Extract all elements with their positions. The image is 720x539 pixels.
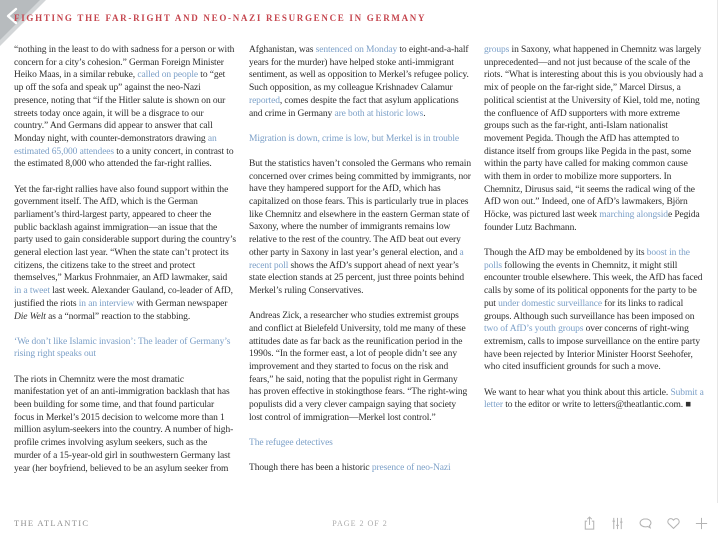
text-run: to a unity concert, in contrast to the estimated 8,000 who attended the far-right rallies. xyxy=(14,146,234,170)
text-run: following the events in Chemnitz, it might still encounter trouble elsewhere. This week, the AfD has faced calls by some of its political opponents for the party to be put xyxy=(484,260,703,309)
footer-toolbar xyxy=(581,515,710,532)
text-run: Die Welt xyxy=(14,311,46,322)
inline-link[interactable]: reported xyxy=(249,95,280,106)
article-column-3 xyxy=(484,44,706,518)
text-run: We want to hear what you think about this article. xyxy=(484,387,671,398)
inline-link[interactable]: sentenced on Monday xyxy=(315,45,398,55)
page-indicator: PAGE 2 OF 2 xyxy=(332,519,388,528)
paragraph xyxy=(249,44,471,120)
footer-bar xyxy=(0,503,720,539)
text-run: But the statistics haven’t consoled the Germans who remain concerned over crimes being committed by immigrants, nor have they hampered support for the AfD, which has capitalized on those fears. This is particularly true in places like Chemnitz and elsewhere in the eastern German state of Saxony, where the number of immigrants remains low relative to the rest of the country. The AfD beat out every other party in Saxony in last year’s general election, and xyxy=(249,158,471,258)
text-run: Though the AfD may be emboldened by its xyxy=(484,248,647,259)
paragraph xyxy=(249,462,471,475)
inline-link[interactable]: are both at historic lows xyxy=(334,108,424,119)
text-run: Afghanistan, was xyxy=(249,45,316,55)
text-run: . xyxy=(423,108,426,119)
text-run: for its links to radical groups. Although such surveillance has been imposed on xyxy=(484,298,695,322)
text-run: with German newspaper xyxy=(134,298,228,309)
paragraph xyxy=(249,310,471,424)
article-column-1 xyxy=(14,44,236,518)
text-run: to eight-and-a-half years for the murder) have helped stoke anti-immigrant sentiment, as well as opposition to Merkel’s refugee policy. Such opposition, as my colleague Krishnadev Calamur xyxy=(249,45,469,94)
inline-link[interactable]: two of AfD’s youth groups xyxy=(484,324,584,335)
inline-link[interactable]: ‘We don’t like Islamic invasion’: The leader of Germany’s rising right speaks out xyxy=(14,336,231,360)
inline-link[interactable]: marching alongsid xyxy=(599,210,668,221)
paragraph xyxy=(14,184,236,324)
inline-link[interactable]: Migration is down, crime is low, but Merkel is in trouble xyxy=(249,133,460,144)
text-run: to “get up off the sofa and speak up” against the neo-Nazi presence, noting that “if the Hitler salute is shown on our streets today once again, it will be a disgrace to our country.” And Germans did appear to answer that call Monday night, with counter-demonstrators drawing xyxy=(14,70,226,144)
paragraph xyxy=(484,247,706,374)
inline-link[interactable]: in an interview xyxy=(78,298,135,309)
inline-link[interactable]: Submit a letter xyxy=(484,387,704,411)
related-article-link[interactable] xyxy=(249,437,471,450)
paragraph xyxy=(249,158,471,298)
text-run: “nothing in the least to do with sadness for a person or with concern for a city’s cohesion.” German Foreign Minister Heiko Maas, in a similar rebuke, xyxy=(14,45,235,81)
article-column-2 xyxy=(249,44,471,518)
text-run: as a “normal” reaction to the stabbing. xyxy=(45,311,191,322)
text-run: e Pegida founder Lutz Bachmann. xyxy=(484,210,700,233)
add-icon[interactable] xyxy=(693,515,710,532)
inline-link[interactable]: boost in the polls xyxy=(484,248,690,271)
text-run: to the editor or write to letters@theatlantic.com. ■ xyxy=(502,400,691,411)
paragraph xyxy=(14,44,236,171)
text-settings-icon[interactable] xyxy=(609,515,626,532)
comments-icon[interactable] xyxy=(637,515,654,532)
inline-link[interactable]: a recent poll xyxy=(249,247,464,271)
inline-link[interactable]: under domestic surveillance xyxy=(498,298,602,309)
inline-link[interactable]: in a tweet xyxy=(14,286,50,297)
article-title: FIGHTING THE FAR-RIGHT AND NEO-NAZI RESURGENCE IN GERMANY xyxy=(14,13,427,23)
back-button[interactable] xyxy=(0,0,48,48)
inline-link[interactable]: an estimated 65,000 attendees xyxy=(14,133,217,157)
text-run: over concerns of right-wing extremism, calls to impose surveillance on the entire party have been rejected by Interior Minister Hoorst Seehofer, who cited insufficient grounds for such a move. xyxy=(484,324,700,373)
publication-brand: THE ATLANTIC xyxy=(14,518,90,528)
text-run: Andreas Zick, a researcher who studies extremist groups and conflict at Bielefeld University, told me many of these attitudes date as far back as the reunification period in the 1990s. “In the former east, a lot of people didn’t see any improvement and they started to focus on the risk and fears,” he said, noting that the populist right in Germany has proven effective in stokingthose fears. “The right-wing populists did a very clever campaign saying that society lost control of immigration—Merkel lost control.” xyxy=(249,311,468,423)
inline-link[interactable]: presence of neo-Nazi xyxy=(371,463,451,474)
inline-link[interactable]: groups xyxy=(484,45,510,55)
paragraph xyxy=(484,44,706,235)
like-icon[interactable] xyxy=(665,515,682,532)
inline-link[interactable]: The refugee detectives xyxy=(249,437,333,448)
text-run: last week. Alexander Gauland, co-leader of AfD, justified the riots xyxy=(14,286,233,309)
text-run: , comes despite the fact that asylum applications and crime in Germany xyxy=(249,95,459,119)
text-run: Yet the far-right rallies have also found support within the government itself. The AfD, which is the German parliament’s third-largest party, appeared to cheer the public backlash against immigration—an issue that the party used to gain considerable support during the country’s general election last year. “When the state can’t protect its citizens, the citizens take to the street and protect themselves,” Markus Frohnmaier, an AfD lawmaker, said xyxy=(14,184,236,284)
paragraph xyxy=(14,374,236,476)
text-run: in Saxony, what happened in Chemnitz was largely unprecedented—and not just because of the scale of the riots. “What is interesting about this is you obviously had a mix of people on the far-right side,” Marcel Dirsus, a political scientist at the University of Kiel, told me, noting the confluence of AfD supporters with more extreme groups such as the far-right, anti-Islam nationalist movement Pegida. Though the AfD has attempted to distance itself from groups like Pegida in the past, some within the party have called for making common cause with them in order to mobilize more supporters. In Chemnitz, Dirusus said, “it seems the radical wing of the AfD won out.” Indeed, one of AfD’s lawmakers, Björn Höcke, was pictured last week xyxy=(484,45,703,221)
text-run: Though there has been a historic xyxy=(249,463,372,474)
text-run: shows the AfD’s support ahead of next year’s state election stands at 25 percent, just three points behind Merkel’s ruling Conservatives. xyxy=(249,260,464,296)
related-article-link[interactable] xyxy=(249,133,471,146)
share-icon[interactable] xyxy=(581,515,598,532)
article-body xyxy=(14,44,706,518)
related-article-link[interactable] xyxy=(14,336,236,361)
inline-link[interactable]: called on people xyxy=(137,70,198,81)
paragraph xyxy=(484,387,706,412)
text-run: The riots in Chemnitz were the most dramatic manifestation yet of an anti-immigration backlash that has been building for some time, and that found particular focus in Merkel’s 2015 decision to welcome more than 1 million asylum-seekers into the country. A number of high-profile crimes involving asylum seekers, such as the murder of a 15-year-old girl in southwestern Germany last year (her boyfriend, believed to be an asylum seeker from xyxy=(14,374,234,474)
window-right-edge xyxy=(717,0,718,539)
